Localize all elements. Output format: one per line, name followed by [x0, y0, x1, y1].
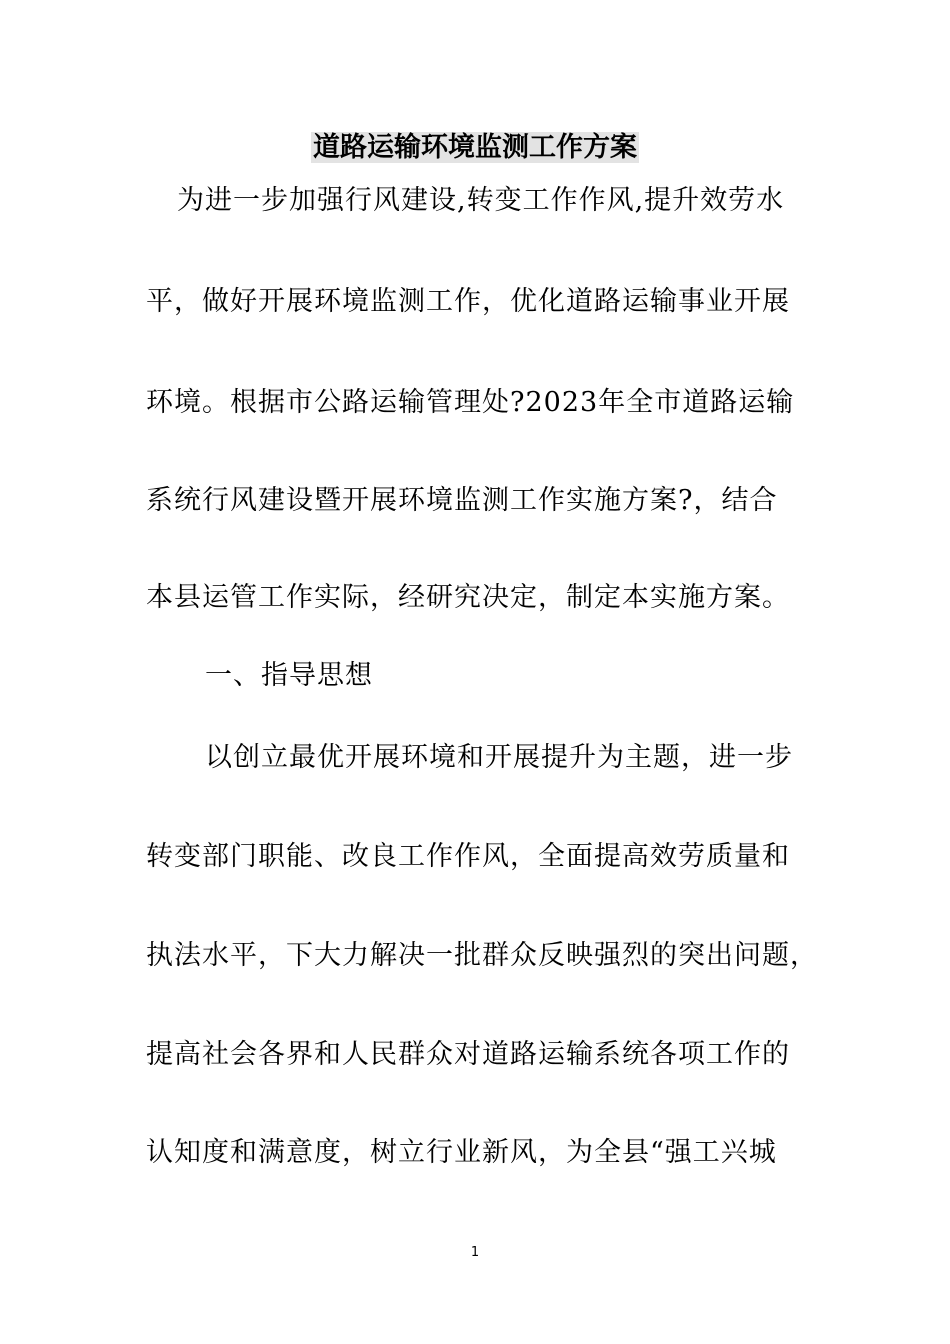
- paragraph-line-8: 执法水平，下大力解决一批群众反映强烈的突出问题，: [146, 940, 818, 971]
- paragraph-line-5: 本县运管工作实际，经研究决定，制定本实施方案。: [146, 582, 790, 613]
- paragraph-line-1: 为进一步加强行风建设,转变工作作风,提升效劳水: [177, 185, 785, 216]
- document-title-text: 道路运输环境监测工作方案: [313, 132, 637, 163]
- paragraph-line-3: 环境。根据市公路运输管理处?2023年全市道路运输: [146, 387, 795, 418]
- paragraph-line-4: 系统行风建设暨开展环境监测工作实施方案?，结合: [146, 485, 778, 516]
- document-title: [0, 128, 950, 168]
- page-number: 1: [470, 1245, 480, 1260]
- paragraph-line-9: 提高社会各界和人民群众对道路运输系统各项工作的: [146, 1039, 790, 1070]
- paragraph-line-6: 以创立最优开展环境和开展提升为主题，进一步: [205, 742, 793, 773]
- paragraph-line-10: 认知度和满意度，树立行业新风，为全县“强工兴城: [146, 1137, 777, 1168]
- paragraph-line-7: 转变部门职能、改良工作作风，全面提高效劳质量和: [146, 841, 790, 872]
- paragraph-line-2: 平，做好开展环境监测工作，优化道路运输事业开展: [146, 286, 790, 317]
- section-heading-guiding-thought: 一、指导思想: [205, 660, 373, 691]
